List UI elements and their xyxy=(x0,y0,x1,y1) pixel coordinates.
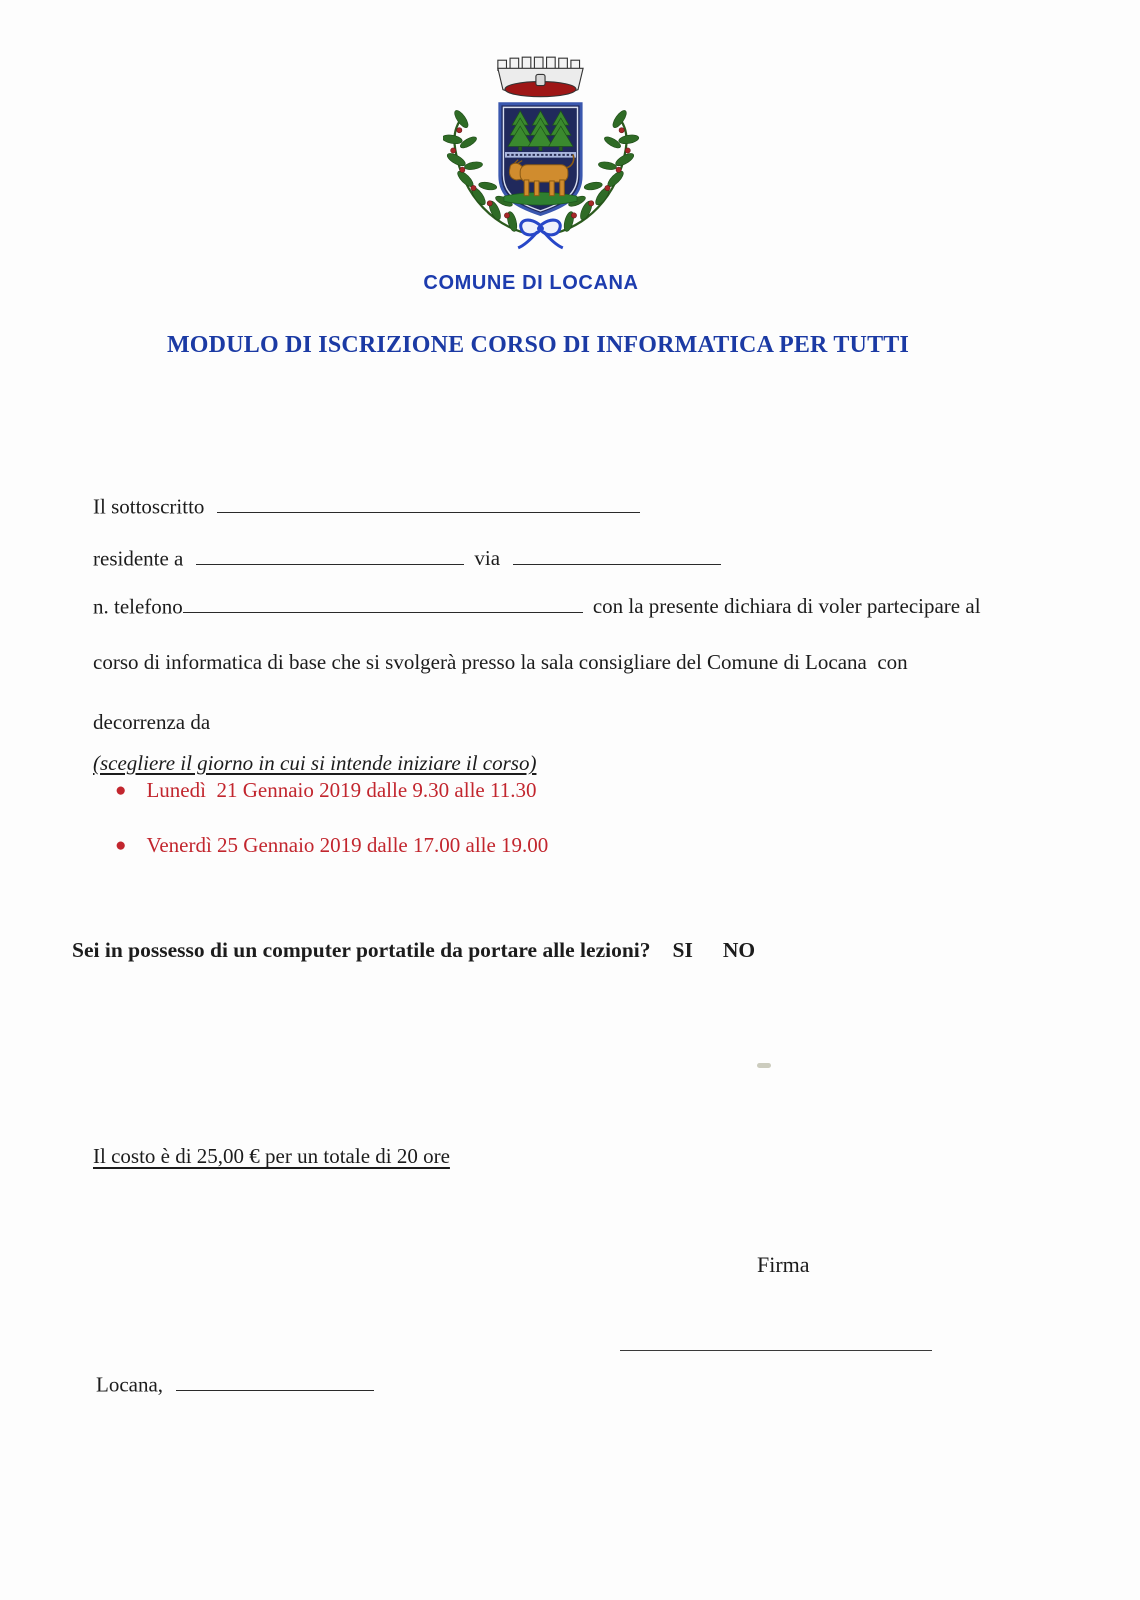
green-ground xyxy=(504,192,577,205)
day-option-label: Lunedì 21 Gennaio 2019 dalle 9.30 alle 11.30 xyxy=(146,778,537,802)
locana-coat-of-arms-icon xyxy=(443,46,641,254)
bullet-icon: ● xyxy=(115,835,127,856)
day-option-label: Venerdì 25 Gennaio 2019 dalle 17.00 alle 19.00 xyxy=(146,833,549,857)
course-description-line1: corso di informatica di base che si svolgerà presso la sala consigliare del Comune di Locana con xyxy=(93,650,908,674)
residence-label: residente a xyxy=(93,546,184,571)
street-label: via xyxy=(474,546,501,571)
scan-artifact xyxy=(757,1063,771,1068)
place-label: Locana, xyxy=(96,1372,164,1397)
place-date-row xyxy=(75,1344,374,1422)
phone-suffix-text: con la presente dichiara di voler partecipare al xyxy=(592,594,981,619)
cost-line: Il costo è di 25,00 € per un totale di 20 ore xyxy=(93,1144,450,1168)
answer-yes-option[interactable]: SI xyxy=(672,938,693,962)
cost-row xyxy=(72,1119,450,1194)
choose-day-note: (scegliere il giorno in cui si intende iniziare il corso) xyxy=(93,751,537,775)
residence-city-blank[interactable] xyxy=(196,543,464,565)
day-option-monday[interactable] xyxy=(115,778,536,803)
laptop-question-row xyxy=(72,938,755,963)
municipality-name: COMUNE DI LOCANA xyxy=(423,272,639,294)
subscriber-name-blank[interactable] xyxy=(217,491,640,513)
date-blank[interactable] xyxy=(176,1369,374,1391)
day-option-friday[interactable] xyxy=(115,833,548,858)
mural-crown xyxy=(498,57,583,97)
phone-blank[interactable] xyxy=(183,591,583,613)
phone-label: n. telefono xyxy=(93,594,183,619)
bullet-icon: ● xyxy=(115,780,127,801)
page-title: MODULO DI ISCRIZIONE CORSO DI INFORMATICA PER TUTTI xyxy=(166,332,910,358)
ribbon-bow xyxy=(518,220,563,248)
street-blank[interactable] xyxy=(513,543,721,565)
signature-line[interactable] xyxy=(620,1350,932,1351)
subscriber-label: Il sottoscritto xyxy=(93,494,205,519)
motto-band xyxy=(505,152,576,158)
answer-no-option[interactable]: NO xyxy=(722,938,756,962)
signature-label: Firma xyxy=(757,1252,810,1277)
fir-trees xyxy=(508,111,573,151)
course-description-line2: decorrenza da xyxy=(93,710,211,734)
laptop-question: Sei in possesso di un computer portatile da portare alle lezioni? xyxy=(72,938,651,962)
